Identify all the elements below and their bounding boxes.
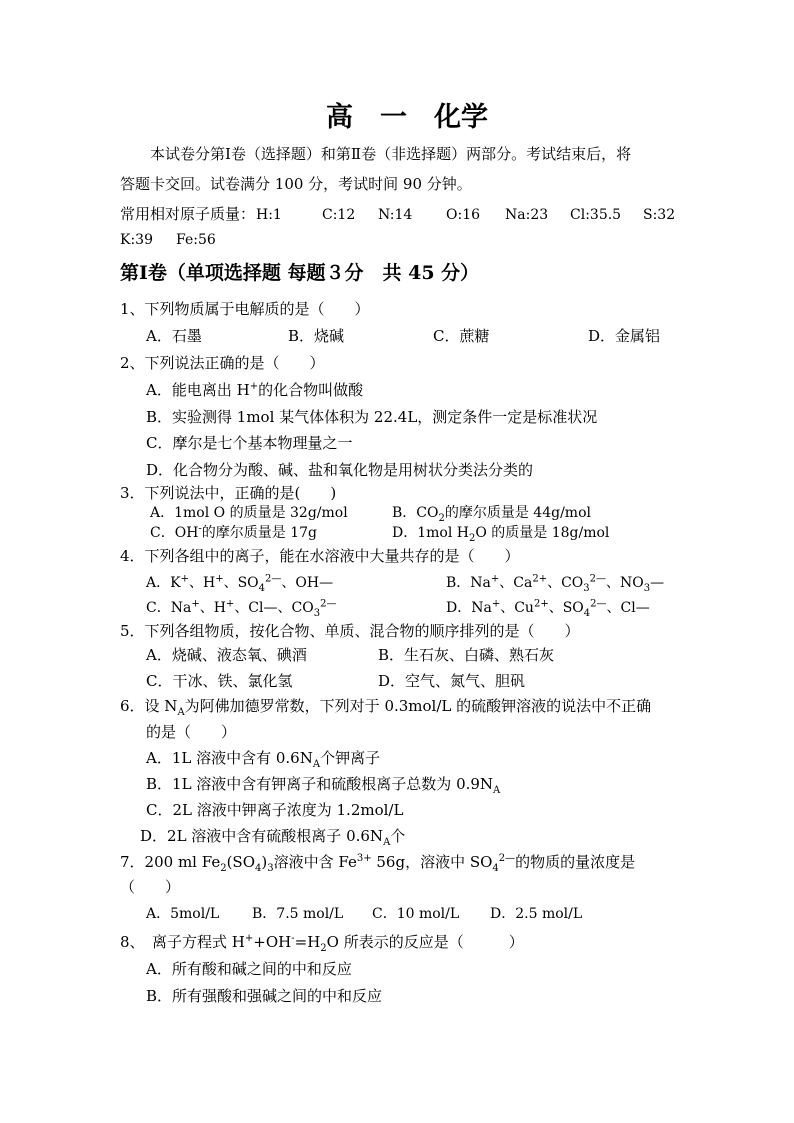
q4-option-a: A．K+、H+、$SO_4^{2—}$、OH—: [146, 573, 334, 594]
q6-stem-cont: 的是（ ）: [146, 723, 237, 741]
q7-option-b: B．7.5 mol/L: [252, 906, 344, 922]
q1-stem: 1、下列物质属于电解质的是（ ）: [120, 300, 370, 318]
q5-option-c: C．干冰、铁、氯化氢: [146, 672, 293, 690]
q8-stem: 8、 离子方程式 $H^++OH^-=H_2O$ 所表示的反应是（ ）: [120, 933, 524, 954]
mass-na: Na:23: [505, 207, 549, 223]
q5-option-b: B．生石灰、白磷、熟石灰: [378, 646, 555, 664]
q4-stem: 4．下列各组中的离子，能在水溶液中大量共存的是（ ）: [120, 547, 520, 565]
q1-option-d: D．金属铝: [588, 327, 661, 345]
q7-stem-cont: （ ）: [120, 878, 181, 896]
mass-h: H:1: [256, 207, 282, 223]
q3-option-b: B．$CO_2$的摩尔质量是 44g/mol: [392, 505, 591, 524]
q6-option-c: C．2L 溶液中钾离子浓度为 1.2mol/L: [146, 801, 404, 819]
q8-option-b: B．所有强酸和强碱之间的中和反应: [146, 987, 383, 1005]
q1-option-c: C．蔗糖: [433, 327, 490, 345]
q2-option-c: C．摩尔是七个基本物理量之一: [146, 434, 353, 452]
mass-cl: Cl:35.5: [570, 207, 622, 223]
mass-k: K:39: [120, 232, 153, 248]
q2-option-b: B．实验测得 1mol 某气体体积为 22.4L，测定条件一定是标准状况: [146, 408, 598, 426]
q7-option-d: D．2.5 mol/L: [490, 906, 583, 922]
mass-o: O:16: [446, 207, 481, 223]
q3-option-a: A．1mol O 的质量是 32g/mol: [150, 505, 348, 521]
intro-line-2: 答题卡交回。试卷满分 100 分，考试时间 90 分钟。: [120, 175, 472, 193]
q8-option-a: A．所有酸和碱之间的中和反应: [146, 960, 352, 978]
q7-stem: 7．200 ml $Fe_2(SO_4)_3$溶液中含 $Fe^{3+}$ 56g，溶液中 $SO_4^{2—}$的物质的量浓度是: [120, 853, 636, 874]
q4-option-c: C．Na+、H+、Cl—、$CO_3^{2—}$: [146, 598, 337, 619]
q5-option-d: D．空气、氮气、胆矾: [378, 672, 526, 690]
q3-stem: 3．下列说法中，正确的是( ): [120, 484, 337, 502]
q1-option-a: A．石墨: [146, 327, 202, 345]
q4-option-d: D．Na+、$Cu^{2+}$、$SO_4^{2—}$、Cl—: [446, 598, 650, 619]
q7-option-c: C．10 mol/L: [372, 906, 460, 922]
page-title: 高 一 化学: [326, 102, 488, 133]
q6-stem: 6．设 $N_A$为阿佛加德罗常数，下列对于 0.3mol/L 的硫酸钾溶液的说法中不正确: [120, 697, 652, 718]
intro-line-1: 本试卷分第Ⅰ卷（选择题）和第Ⅱ卷（非选择题）两部分。考试结束后，将: [150, 145, 632, 163]
mass-n: N:14: [378, 207, 413, 223]
q4-option-b: B．Na+、$Ca^{2+}$、$CO_3^{2—}$、$NO_3—$: [446, 573, 665, 594]
q3-option-d: D．1mol $H_2O$ 的质量是 18g/mol: [392, 525, 610, 544]
q2-option-a: A．能电离出 H+的化合物叫做酸: [146, 381, 364, 399]
q6-option-a: A．1L 溶液中含有 $0.6N_A$个钾离子: [146, 749, 381, 770]
q3-option-c: C．OH-的摩尔质量是 17g: [150, 523, 318, 541]
mass-c: C:12: [322, 207, 356, 223]
mass-fe: Fe:56: [176, 232, 216, 248]
q2-option-d: D．化合物分为酸、碱、盐和氧化物是用树状分类法分类的: [146, 461, 534, 479]
q2-stem: 2、下列说法正确的是（ ）: [120, 354, 325, 372]
mass-s: S:32: [643, 207, 676, 223]
atomic-mass-label: 常用相对原子质量：: [120, 205, 256, 223]
q5-stem: 5．下列各组物质，按化合物、单质、混合物的顺序排列的是（ ）: [120, 622, 580, 640]
q6-option-d: D．2L 溶液中含有硫酸根离子 $0.6N_A$个: [140, 827, 406, 848]
section-heading: 第Ⅰ卷（单项选择题 每题３分 共 45 分）: [120, 262, 480, 284]
q6-option-b: B．1L 溶液中含有钾离子和硫酸根离子总数为 $0.9N_A$: [146, 775, 501, 796]
q7-option-a: A．5mol/L: [146, 906, 220, 922]
q5-option-a: A．烧碱、液态氧、碘酒: [146, 646, 307, 664]
q1-option-b: B．烧碱: [288, 327, 345, 345]
